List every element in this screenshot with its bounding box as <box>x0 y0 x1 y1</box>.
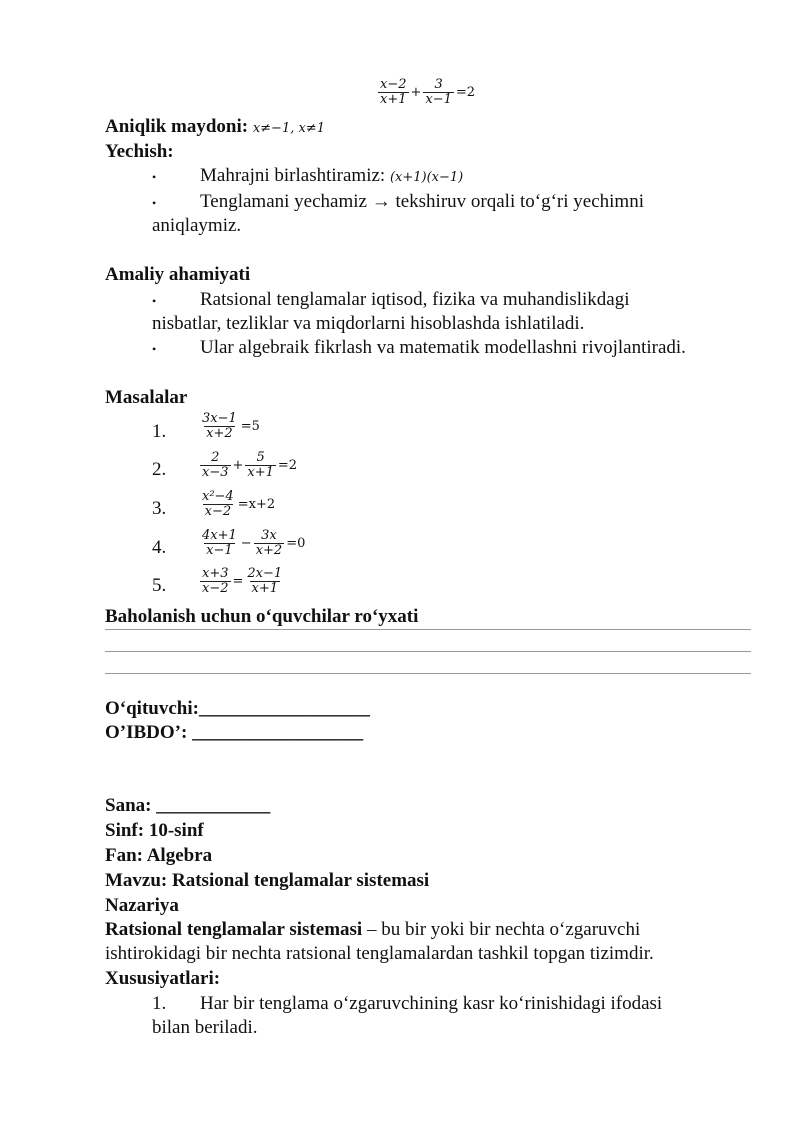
problem-number: 4. <box>152 537 167 558</box>
fan-line: Fan: Algebra <box>105 845 213 866</box>
numerator: 3x <box>261 528 277 543</box>
numerator: 4x+1 <box>202 528 237 543</box>
denominator: x+1 <box>380 92 407 107</box>
definition <box>105 918 640 942</box>
divider-line <box>105 651 751 652</box>
xususiyatlari-title: Xususiyatlari: <box>105 968 221 989</box>
denominator: x−1 <box>425 92 452 107</box>
denominator: x−2 <box>204 504 232 519</box>
rhs: =2 <box>455 85 476 100</box>
fraction <box>200 412 239 441</box>
xus-number: 1. <box>152 993 167 1014</box>
problem-number: 1. <box>152 421 167 442</box>
fraction <box>254 529 285 558</box>
bullet-icon: • <box>152 342 157 356</box>
numerator: x²−4 <box>202 489 234 504</box>
denominator: x+2 <box>255 543 283 558</box>
denominator: x+1 <box>247 465 274 480</box>
fraction <box>245 451 276 480</box>
xus-item-1: Har bir tenglama o‘zgaruvchining kasr ko‘rinishidagi ifodasi <box>200 993 663 1014</box>
problem-5 <box>200 567 284 596</box>
numerator: x+3 <box>202 566 229 581</box>
fraction <box>378 78 409 107</box>
denominator: x+1 <box>251 581 279 596</box>
mavzu-line: Mavzu: Ratsional tenglamalar sistemasi <box>105 870 430 891</box>
amaliy-item-1-cont: nisbatlar, tezliklar va miqdorlarni hisoblashda ishlatiladi. <box>152 313 585 334</box>
numerator: x−2 <box>380 77 407 92</box>
domain-value: x≠−1, x≠1 <box>252 121 325 136</box>
problem-number: 5. <box>152 575 167 596</box>
denominator: x−2 <box>202 581 229 596</box>
sana-line: Sana: ____________ <box>105 795 271 816</box>
top-equation <box>378 78 475 107</box>
rhs: =0 <box>286 536 306 551</box>
definition-cont: ishtirokidagi bir nechta ratsional tenglamalardan tashkil topgan tizimdir. <box>105 943 654 964</box>
problem-number: 3. <box>152 498 167 519</box>
divider-line <box>105 673 751 674</box>
fraction <box>245 567 284 596</box>
numerator: 2 <box>211 450 220 465</box>
operator: = <box>232 574 244 589</box>
numerator: 3 <box>434 77 443 92</box>
definition-term: Ratsional tenglamalar sistemasi <box>105 919 363 940</box>
operator: + <box>232 458 244 473</box>
bullet-icon: • <box>152 294 157 308</box>
amaliy-title: Amaliy ahamiyati <box>105 264 251 285</box>
fraction <box>200 529 239 558</box>
domain-line <box>105 115 325 141</box>
numerator: 3x−1 <box>202 411 237 426</box>
denominator: x−1 <box>206 543 233 558</box>
teacher-line: O‘qituvchi:__________________ <box>105 698 370 719</box>
sinf-line: Sinf: 10-sinf <box>105 820 204 841</box>
nazariya-title: Nazariya <box>105 895 179 916</box>
rhs: =5 <box>240 419 260 434</box>
problem-2 <box>200 451 297 480</box>
amaliy-item-1: Ratsional tenglamalar iqtisod, fizika va muhandislikdagi <box>200 289 630 310</box>
problem-4 <box>200 529 305 558</box>
rhs: =2 <box>277 458 298 473</box>
fraction <box>200 567 231 596</box>
operator: − <box>240 536 252 551</box>
bullet-icon: • <box>152 196 157 210</box>
oibdo-line: O’IBDO’: __________________ <box>105 722 364 743</box>
problem-number: 2. <box>152 459 167 480</box>
denominator: x+2 <box>206 426 233 441</box>
fraction <box>200 490 236 519</box>
numerator: 2x−1 <box>247 566 283 581</box>
fraction <box>200 451 231 480</box>
item-text: Mahrajni birlashtiramiz: <box>200 165 386 186</box>
yechish-title: Yechish: <box>105 141 174 162</box>
rhs: =x+2 <box>237 497 276 512</box>
domain-label: Aniqlik maydoni: <box>105 116 249 137</box>
yechish-item-1 <box>200 164 463 190</box>
definition-text: – bu bir yoki bir nechta o‘zgaruvchi <box>362 919 641 940</box>
xus-item-1-cont: bilan beriladi. <box>152 1017 258 1038</box>
yechish-item-2: Tenglamani yechamiz → tekshiruv orqali to‘g‘ri yechimni <box>200 191 644 212</box>
numerator: 5 <box>256 450 265 465</box>
denominator: x−3 <box>202 465 229 480</box>
operator: + <box>410 85 422 100</box>
divider-line <box>105 629 751 630</box>
bullet-icon: • <box>152 170 157 184</box>
problem-1 <box>200 412 260 441</box>
problem-3 <box>200 490 275 519</box>
yechish-item-2-cont: aniqlaymiz. <box>152 215 242 236</box>
baholanish-title: Baholanish uchun o‘quvchilar ro‘yxati <box>105 606 419 627</box>
fraction <box>423 78 454 107</box>
masalalar-title: Masalalar <box>105 387 188 408</box>
amaliy-item-2: Ular algebraik fikrlash va matematik modellashni rivojlantiradi. <box>200 337 686 358</box>
item-math: (x+1)(x−1) <box>389 170 464 185</box>
